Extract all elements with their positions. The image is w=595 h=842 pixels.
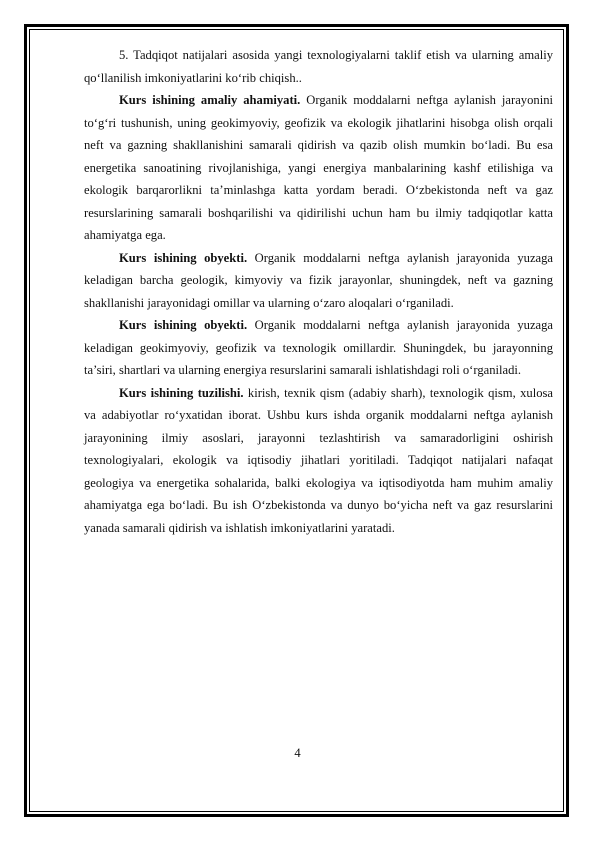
paragraph-lead: Kurs ishining obyekti. (119, 318, 248, 332)
paragraph-lead: Kurs ishining amaliy ahamiyati. (119, 93, 301, 107)
paragraph-lead: Kurs ishining tuzilishi. (119, 385, 244, 400)
document-body (84, 44, 553, 539)
paragraph-subject (84, 314, 553, 382)
paragraph-objective-5 (84, 44, 553, 89)
paragraph-text: Organik moddalarni neftga aylanish jarayonida yuzaga keladigan barcha geologik, kimyoviy va fizik jarayonlar, shuningdek, neft va gazning shakllanishi jarayonidagi omillar va ularning o‘zaro aloqalari o‘rganiladi. (84, 250, 554, 310)
paragraph-practical-significance (84, 89, 553, 247)
paragraph-structure (84, 382, 553, 540)
paragraph-text: 5. Tadqiqot natijalari asosida yangi texnologiyalarni taklif etish va ularning amaliy qo‘llanilish imkoniyatlarini ko‘rib chiqish.. (84, 48, 553, 85)
paragraph-object (84, 247, 553, 315)
paragraph-text: kirish, texnik qism (adabiy sharh), texnologik qism, xulosa va adabiyotlar ro‘yxatidan iborat. Ushbu kurs ishda organik moddalarni neftga aylanish jarayonining ilmiy asoslari, jarayonni tezlashtirish va samaradorligini oshirish texnologiyalari, ekologik va iqtisodiy jihatlari yoritiladi. Tadqiqot natijalari nafaqat geologiya va energetika sohalarida, balki ekologiya va iqtisodiyotda ham muhim amaliy ahamiyatga ega bo‘ladi. Bu ish O‘zbekistonda va dunyo bo‘yicha neft va gaz resurslarini yanada samarali qidirish va ishlatish imkoniyatlarini yaratadi. (84, 385, 553, 535)
paragraph-text: Organik moddalarni neftga aylanish jarayonini to‘g‘ri tushunish, uning geokimyoviy, geofizik va ekologik jihatlarini hisobga olish orqali neft va gazning shakllanishini samarali qidirish va qazib olish mumkin bo‘ladi. Bu esa energetika sanoatining rivojlanishiga, yangi energiya manbalarining kashf etilishiga va ekologik barqarorlikni ta’minlashga katta yordam beradi. O‘zbekistonda neft va gaz resurslarining samarali boshqarilishi va qidirilishi uchun ham bu ilmiy tadqiqotlar katta ahamiyatga ega. (84, 93, 553, 242)
paragraph-lead: Kurs ishining obyekti. (119, 250, 248, 265)
page-number: 4 (294, 746, 301, 760)
paragraph-text: Organik moddalarni neftga aylanish jarayonida yuzaga keladigan geokimyoviy, geofizik va texnologik omillardir. Shuningdek, bu jarayonning ta’siri, shartlari va ularning energiya resurslarini samarali ishlatishdagi roli o‘rganiladi. (84, 318, 554, 377)
